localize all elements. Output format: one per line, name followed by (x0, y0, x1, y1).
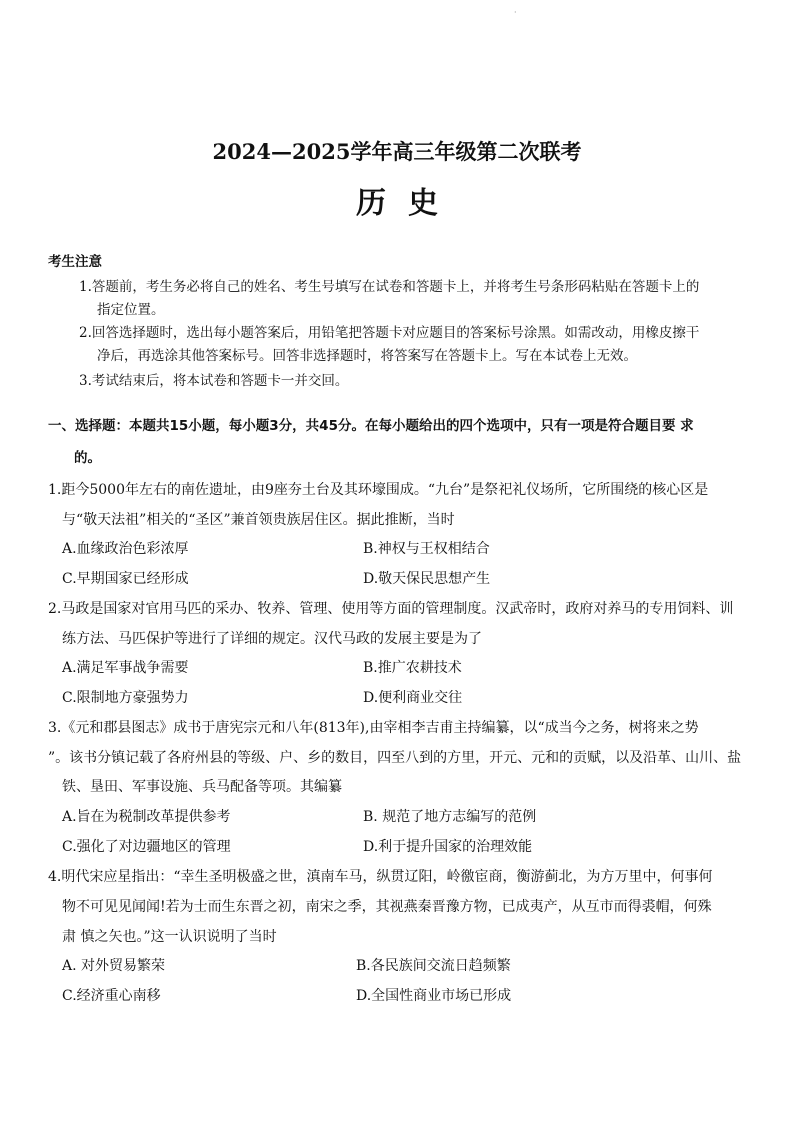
notice-item-1: 1.答题前，考生务必将自己的姓名、考生号填写在试卷和答题卡上，并将考生号条形码粘贴在答题卡上的 (79, 279, 700, 295)
question-4-option-a[interactable]: A. 对外贸易繁荣 (62, 958, 166, 974)
question-3-option-a[interactable]: A.旨在为税制改革提供参考 (62, 809, 231, 825)
question-3-stem-cont-2: 铁、垦田、军事设施、兵马配备等项。其编纂 (62, 779, 342, 795)
section-heading: 一、选择题：本题共15小题，每小题3分，共45分。在每小题给出的四个选项中，只有一项是符合题目要 求 (48, 418, 694, 434)
question-1-option-c[interactable]: C.早期国家已经形成 (62, 571, 189, 587)
question-4-stem-cont-2: 肃 慎之矢也。”这一认识说明了当时 (62, 929, 277, 945)
question-3-option-b[interactable]: B. 规范了地方志编写的范例 (363, 809, 537, 825)
notice-item-1-cont: 指定位置。 (97, 302, 165, 318)
subject-title: 历史 (356, 186, 460, 221)
question-3-stem: 3.《元和郡县图志》成书于唐宪宗元和八年(813年),由宰相李吉甫主持编纂，以“成当今之务，树将来之势 (48, 720, 699, 736)
question-2-stem: 2.马政是国家对官用马匹的采办、牧养、管理、使用等方面的管理制度。汉武帝时，政府对养马的专用饲料、训 (48, 601, 734, 617)
notice-heading: 考生注意 (48, 254, 102, 270)
question-4-option-b[interactable]: B.各民族间交流日趋频繁 (356, 958, 511, 974)
question-2-stem-cont: 练方法、马匹保护等进行了详细的规定。汉代马政的发展主要是为了 (62, 631, 482, 647)
question-1-stem: 1.距今5000年左右的南佐遗址，由9座夯土台及其环壕围成。“九台”是祭祀礼仪场所，它所围绕的核心区是 (48, 482, 709, 498)
question-4-option-d[interactable]: D.全国性商业市场已形成 (356, 988, 512, 1004)
page-mark: · (514, 8, 517, 17)
question-1-option-a[interactable]: A.血缘政治色彩浓厚 (62, 541, 189, 557)
notice-item-2-cont: 净后，再选涂其他答案标号。回答非选择题时，将答案写在答题卡上。写在本试卷上无效。 (97, 348, 637, 364)
question-3-option-c[interactable]: C.强化了对边疆地区的管理 (62, 839, 231, 855)
question-1-stem-cont: 与“敬天法祖”相关的“圣区”兼首领贵族居住区。据此推断，当时 (62, 512, 455, 528)
question-2-option-d[interactable]: D.便利商业交往 (363, 690, 463, 706)
question-3-stem-cont-1: ”。该书分镇记载了各府州县的等级、户、乡的数目，四至八到的方里，开元、元和的贡赋，以及沿革、山川、盐 (48, 750, 742, 766)
question-3-option-d[interactable]: D.利于提升国家的治理效能 (363, 839, 533, 855)
question-4-stem: 4.明代宋应星指出：“幸生圣明极盛之世，滇南车马，纵贯辽阳，岭徼宦商，衡游蓟北，为方万里中，何事何 (48, 869, 713, 885)
question-4-option-c[interactable]: C.经济重心南移 (62, 988, 161, 1004)
question-2-option-b[interactable]: B.推广农耕技术 (363, 660, 462, 676)
question-1-option-b[interactable]: B.神权与王权相结合 (363, 541, 490, 557)
question-2-option-a[interactable]: A.满足军事战争需要 (62, 660, 189, 676)
notice-item-2: 2.回答选择题时，选出每小题答案后，用铅笔把答题卡对应题目的答案标号涂黑。如需改动，用橡皮擦干 (79, 325, 700, 341)
exam-title: 2024—2025学年高三年级第二次联考 (212, 139, 582, 164)
question-1-option-d[interactable]: D.敬天保民思想产生 (363, 571, 491, 587)
notice-item-3: 3.考试结束后，将本试卷和答题卡一并交回。 (79, 373, 349, 389)
question-2-option-c[interactable]: C.限制地方豪强势力 (62, 690, 189, 706)
section-heading-cont: 的。 (74, 450, 101, 466)
question-4-stem-cont-1: 物不可见见闻闻!若为士而生东晋之初，南宋之季，其视燕秦晋豫方物，已成夷产，从互市而得裘帽，何殊 (62, 899, 712, 915)
